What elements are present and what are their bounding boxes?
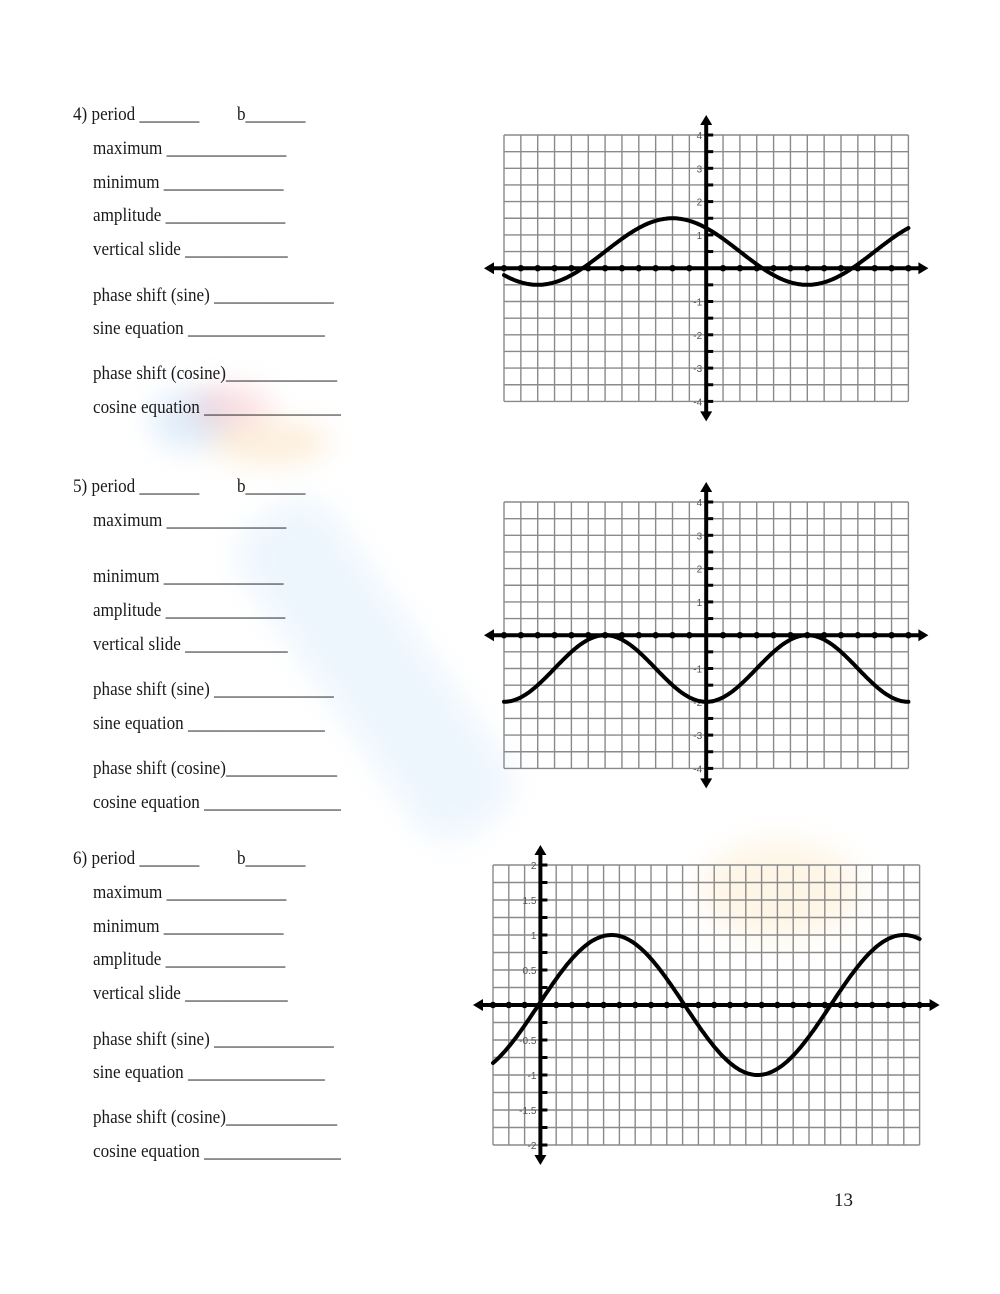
- y-tick-label: -1.5: [519, 1106, 537, 1117]
- x-tick-dot: [636, 265, 642, 271]
- x-tick-dot: [770, 632, 776, 638]
- x-tick-dot: [743, 1002, 749, 1008]
- vertical-slide-blank[interactable]: ____________: [185, 983, 288, 1004]
- y-tick-label: 2: [530, 861, 537, 872]
- field-label: phase shift (sine): [93, 679, 210, 700]
- y-tick-label: -2: [693, 330, 703, 342]
- x-tick-dot: [695, 1002, 701, 1008]
- y-tick-label: 0.5: [522, 966, 537, 977]
- x-tick-dot: [806, 1002, 812, 1008]
- x-axis-arrow-right-icon: [930, 999, 940, 1011]
- x-tick-dot: [774, 1002, 780, 1008]
- field-minimum: [93, 566, 283, 588]
- y-tick-label: 2: [696, 564, 703, 576]
- field-label: cosine equation: [93, 1141, 200, 1162]
- x-tick-dot: [720, 265, 726, 271]
- field-amplitude: [93, 949, 285, 971]
- x-tick-dot: [506, 1002, 512, 1008]
- field-label: minimum: [93, 916, 160, 937]
- maximum-blank[interactable]: ______________: [166, 882, 287, 903]
- field-label: vertical slide: [93, 983, 181, 1004]
- x-tick-dot: [636, 632, 642, 638]
- vertical-slide-blank[interactable]: ____________: [185, 634, 288, 655]
- b-label: b: [237, 848, 246, 869]
- x-tick-dot: [501, 265, 507, 271]
- field-phase-shift-cosine: [93, 1107, 337, 1129]
- x-tick-dot: [855, 632, 861, 638]
- field-label: maximum: [93, 510, 163, 531]
- y-tick-label: -1: [527, 1071, 537, 1082]
- period-label: period: [91, 848, 136, 869]
- period-label: period: [91, 104, 136, 125]
- field-cosine-equation: [93, 792, 341, 814]
- x-tick-dot: [568, 632, 574, 638]
- y-tick-label: -3: [693, 364, 703, 376]
- sine-equation-blank[interactable]: ________________: [187, 318, 325, 339]
- field-label: amplitude: [93, 205, 162, 226]
- field-label: amplitude: [93, 600, 162, 621]
- x-tick-dot: [804, 265, 810, 271]
- x-tick-dot: [853, 1002, 859, 1008]
- x-tick-dot: [821, 265, 827, 271]
- x-tick-dot: [669, 265, 675, 271]
- field-label: maximum: [93, 138, 163, 159]
- y-axis-arrow-up-icon: [700, 482, 712, 492]
- sine-equation-blank[interactable]: ________________: [187, 1062, 325, 1083]
- field-label: phase shift (sine): [93, 285, 210, 306]
- field-maximum: [93, 138, 286, 160]
- field-label: sine equation: [93, 318, 184, 339]
- phase-shift-sine-blank[interactable]: ______________: [214, 1029, 334, 1050]
- x-tick-dot: [916, 1002, 922, 1008]
- field-vertical-slide: [93, 983, 288, 1005]
- x-tick-dot: [652, 265, 658, 271]
- field-amplitude: [93, 205, 285, 227]
- y-tick-label: -0.5: [519, 1036, 537, 1047]
- x-tick-dot: [737, 632, 743, 638]
- field-label: minimum: [93, 566, 160, 587]
- x-tick-dot: [869, 1002, 875, 1008]
- minimum-blank[interactable]: ______________: [163, 566, 284, 587]
- cosine-equation-blank[interactable]: ________________: [204, 397, 341, 418]
- x-tick-dot: [686, 632, 692, 638]
- x-tick-dot: [632, 1002, 638, 1008]
- field-phase-shift-cosine: [93, 758, 337, 780]
- field-minimum: [93, 172, 283, 194]
- field-minimum: [93, 916, 283, 938]
- field-label: sine equation: [93, 1062, 184, 1083]
- b-row: [237, 104, 305, 126]
- phase-shift-sine-blank[interactable]: ______________: [214, 285, 334, 306]
- x-tick-dot: [838, 632, 844, 638]
- amplitude-blank[interactable]: ______________: [165, 600, 286, 621]
- x-tick-dot: [837, 1002, 843, 1008]
- field-cosine-equation: [93, 397, 341, 419]
- period-label: period: [91, 476, 136, 497]
- x-tick-dot: [727, 1002, 733, 1008]
- x-tick-dot: [664, 1002, 670, 1008]
- b-row: [237, 848, 305, 870]
- problem-number: 5): [73, 476, 88, 497]
- page-number: 13: [834, 1190, 853, 1211]
- x-tick-dot: [600, 1002, 606, 1008]
- x-axis-arrow-left-icon: [484, 262, 494, 274]
- field-label: sine equation: [93, 713, 184, 734]
- x-axis-arrow-right-icon: [918, 262, 928, 274]
- y-tick-label: -4: [693, 397, 703, 409]
- problem-number: 4): [73, 104, 88, 125]
- x-tick-dot: [905, 632, 911, 638]
- field-label: cosine equation: [93, 792, 200, 813]
- field-vertical-slide: [93, 634, 288, 656]
- x-tick-dot: [720, 632, 726, 638]
- minimum-blank[interactable]: ______________: [163, 172, 284, 193]
- period-row: [73, 476, 199, 498]
- phase-shift-cosine-blank[interactable]: _____________: [225, 363, 338, 384]
- field-phase-shift-sine: [93, 679, 334, 701]
- maximum-blank[interactable]: ______________: [166, 510, 287, 531]
- field-label: amplitude: [93, 949, 162, 970]
- y-tick-label: 3: [696, 164, 703, 176]
- phase-shift-cosine-blank[interactable]: _____________: [225, 1107, 338, 1128]
- x-tick-dot: [551, 632, 557, 638]
- b-row: [237, 476, 305, 498]
- field-sine-equation: [93, 318, 325, 340]
- field-label: phase shift (cosine): [93, 758, 226, 779]
- graph-problem-6: [470, 842, 950, 1172]
- field-label: phase shift (sine): [93, 1029, 210, 1050]
- sine-equation-blank[interactable]: ________________: [187, 713, 325, 734]
- x-tick-dot: [585, 1002, 591, 1008]
- y-tick-label: 1.5: [522, 896, 537, 907]
- y-tick-label: -4: [693, 764, 703, 776]
- x-tick-dot: [518, 632, 524, 638]
- y-tick-label: 3: [696, 531, 703, 543]
- y-tick-label: 4: [696, 498, 703, 509]
- x-tick-dot: [686, 265, 692, 271]
- x-axis-arrow-right-icon: [918, 629, 928, 641]
- field-label: minimum: [93, 172, 160, 193]
- y-axis-arrow-down-icon: [700, 411, 712, 421]
- y-tick-label: -2: [527, 1141, 537, 1152]
- period-blank[interactable]: _______: [139, 476, 200, 497]
- x-tick-dot: [838, 265, 844, 271]
- field-label: maximum: [93, 882, 163, 903]
- x-tick-dot: [758, 1002, 764, 1008]
- b-blank[interactable]: _______: [245, 104, 306, 125]
- y-tick-label: -1: [693, 297, 703, 309]
- x-tick-dot: [616, 1002, 622, 1008]
- phase-shift-cosine-blank[interactable]: _____________: [225, 758, 338, 779]
- graph-problem-5: [480, 482, 940, 792]
- field-cosine-equation: [93, 1141, 341, 1163]
- x-tick-dot: [535, 632, 541, 638]
- y-tick-label: -3: [693, 731, 703, 743]
- x-tick-dot: [669, 632, 675, 638]
- x-tick-dot: [501, 632, 507, 638]
- x-tick-dot: [905, 265, 911, 271]
- cosine-equation-blank[interactable]: ________________: [204, 1141, 341, 1162]
- x-tick-dot: [872, 265, 878, 271]
- y-tick-label: 1: [530, 931, 537, 942]
- graph-problem-4: [480, 115, 940, 425]
- x-tick-dot: [885, 1002, 891, 1008]
- amplitude-blank[interactable]: ______________: [165, 949, 286, 970]
- x-axis-arrow-left-icon: [484, 629, 494, 641]
- field-vertical-slide: [93, 239, 288, 261]
- x-tick-dot: [888, 632, 894, 638]
- x-tick-dot: [652, 632, 658, 638]
- maximum-blank[interactable]: ______________: [166, 138, 287, 159]
- x-tick-dot: [521, 1002, 527, 1008]
- field-sine-equation: [93, 1062, 325, 1084]
- field-maximum: [93, 510, 286, 532]
- b-label: b: [237, 104, 246, 125]
- field-label: cosine equation: [93, 397, 200, 418]
- x-tick-dot: [711, 1002, 717, 1008]
- field-amplitude: [93, 600, 285, 622]
- y-axis-arrow-up-icon: [700, 115, 712, 125]
- x-tick-dot: [569, 1002, 575, 1008]
- vertical-slide-blank[interactable]: ____________: [185, 239, 288, 260]
- field-phase-shift-sine: [93, 285, 334, 307]
- x-tick-dot: [568, 265, 574, 271]
- y-tick-label: -1: [693, 664, 703, 676]
- x-tick-dot: [901, 1002, 907, 1008]
- y-tick-label: 1: [696, 230, 703, 242]
- x-tick-dot: [787, 265, 793, 271]
- problem-number: 6): [73, 848, 88, 869]
- x-tick-dot: [648, 1002, 654, 1008]
- field-label: phase shift (cosine): [93, 1107, 226, 1128]
- y-axis-arrow-down-icon: [534, 1155, 546, 1165]
- x-tick-dot: [553, 1002, 559, 1008]
- b-label: b: [237, 476, 246, 497]
- x-tick-dot: [518, 265, 524, 271]
- x-tick-dot: [619, 265, 625, 271]
- field-maximum: [93, 882, 286, 904]
- y-axis-arrow-down-icon: [700, 778, 712, 788]
- field-label: phase shift (cosine): [93, 363, 226, 384]
- minimum-blank[interactable]: ______________: [163, 916, 284, 937]
- period-blank[interactable]: _______: [139, 848, 200, 869]
- x-tick-dot: [770, 265, 776, 271]
- phase-shift-sine-blank[interactable]: ______________: [214, 679, 334, 700]
- y-axis-arrow-up-icon: [534, 845, 546, 855]
- x-tick-dot: [551, 265, 557, 271]
- field-phase-shift-cosine: [93, 363, 337, 385]
- b-blank[interactable]: _______: [245, 476, 306, 497]
- period-row: [73, 104, 199, 126]
- field-sine-equation: [93, 713, 325, 735]
- x-tick-dot: [872, 632, 878, 638]
- amplitude-blank[interactable]: ______________: [165, 205, 286, 226]
- x-tick-dot: [535, 265, 541, 271]
- cosine-equation-blank[interactable]: ________________: [204, 792, 341, 813]
- x-tick-dot: [602, 265, 608, 271]
- field-label: vertical slide: [93, 634, 181, 655]
- y-tick-label: -2: [693, 697, 703, 709]
- period-row: [73, 848, 199, 870]
- x-tick-dot: [737, 265, 743, 271]
- x-tick-dot: [790, 1002, 796, 1008]
- x-axis-arrow-left-icon: [473, 999, 483, 1011]
- x-tick-dot: [754, 632, 760, 638]
- field-label: vertical slide: [93, 239, 181, 260]
- field-phase-shift-sine: [93, 1029, 334, 1051]
- y-tick-label: 4: [696, 131, 703, 142]
- watermark-blob-orange: [210, 420, 330, 465]
- y-tick-label: 2: [696, 197, 703, 209]
- b-blank[interactable]: _______: [245, 848, 306, 869]
- x-tick-dot: [490, 1002, 496, 1008]
- y-tick-label: 1: [696, 597, 703, 609]
- period-blank[interactable]: _______: [139, 104, 200, 125]
- x-tick-dot: [888, 265, 894, 271]
